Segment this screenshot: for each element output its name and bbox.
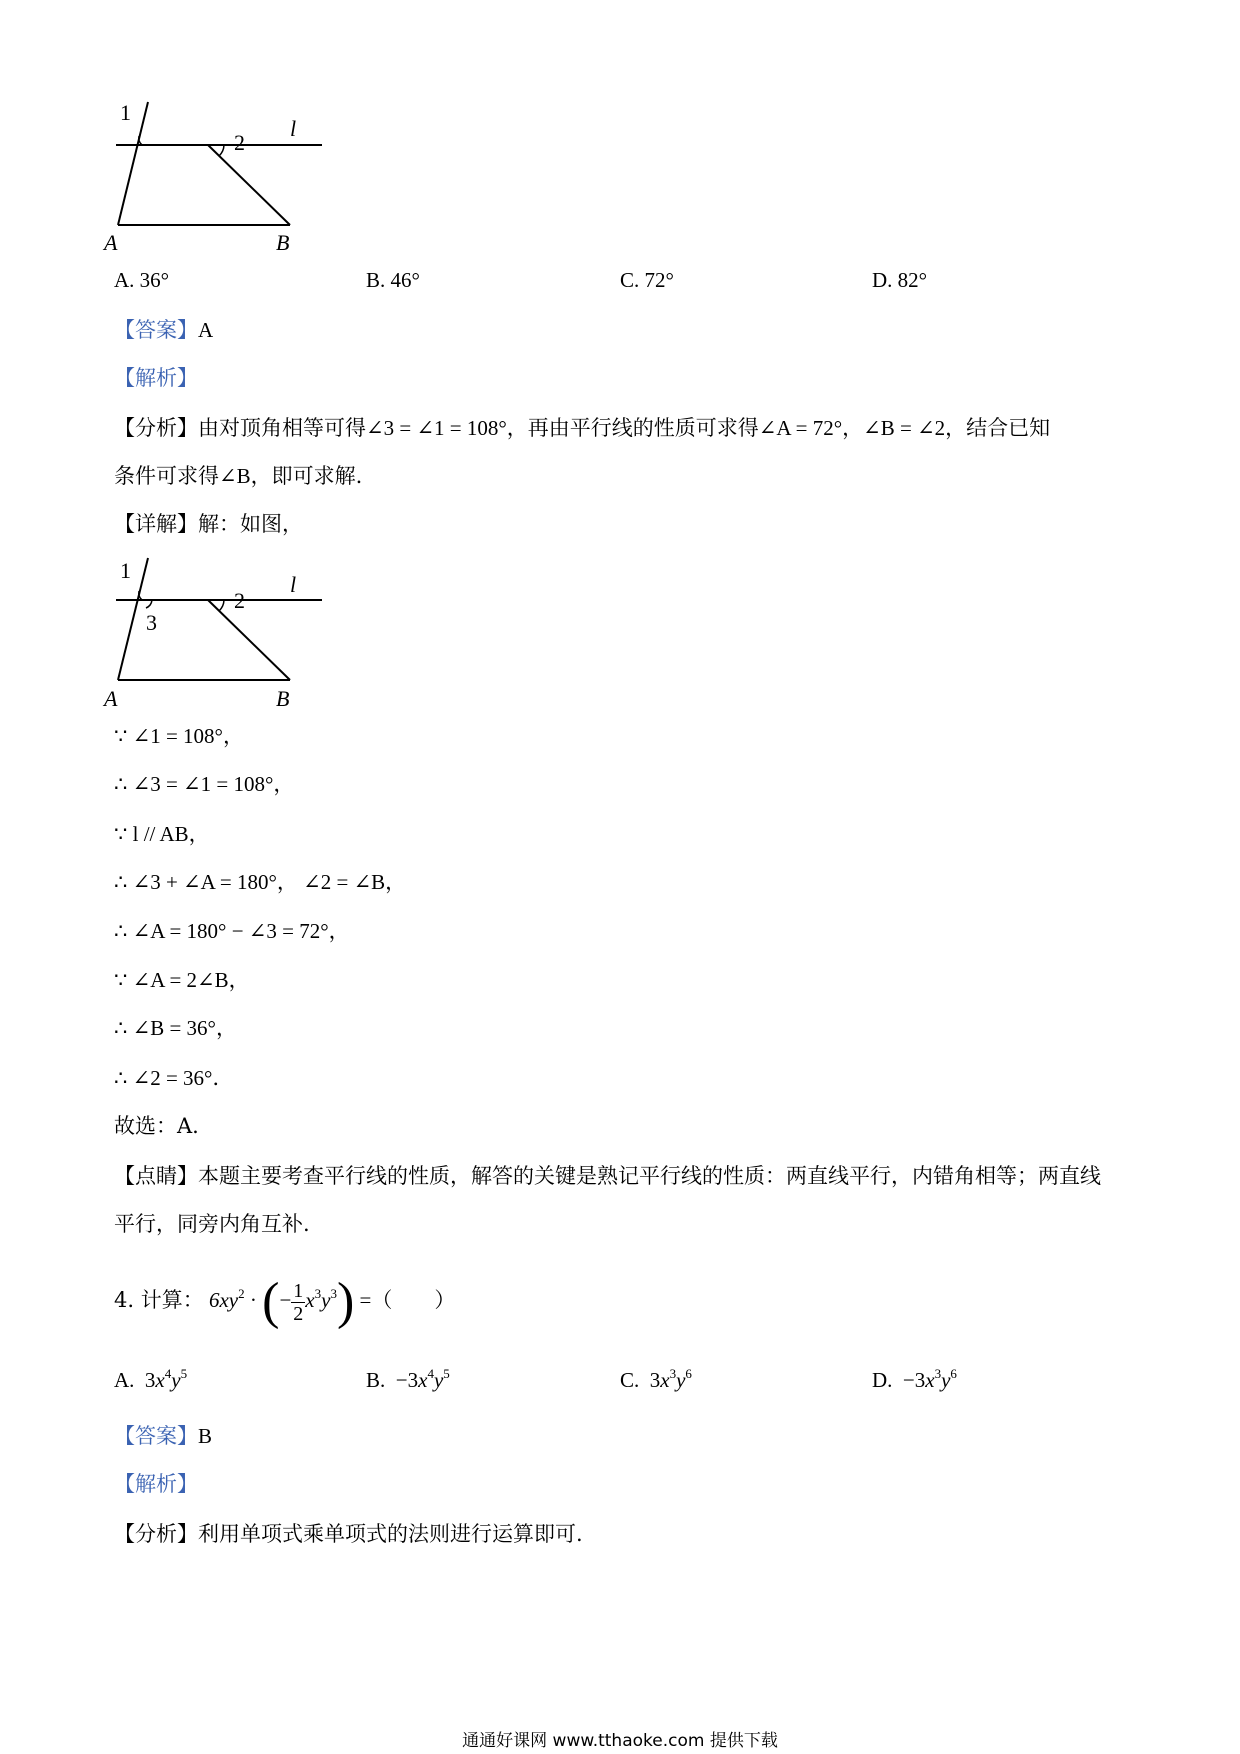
label-2: 2 xyxy=(234,588,245,613)
q3-option-a: A. 36° xyxy=(114,268,170,292)
q4-x: x xyxy=(305,1288,315,1312)
angle-2-arc xyxy=(219,600,224,611)
label-A: A xyxy=(104,230,118,255)
opt-letter: C. xyxy=(620,1368,640,1392)
step-1: ∵ ∠1 = 108°， xyxy=(114,724,244,748)
label-A: A xyxy=(104,686,118,711)
opt-coef: 3 xyxy=(649,1368,661,1392)
q4-fenxi xyxy=(114,1520,583,1548)
fenxi-text3: ，结合已知 xyxy=(945,416,1051,440)
segment-B-top xyxy=(208,145,290,225)
opt-letter: B. xyxy=(366,1368,386,1392)
q3-dianjing-line2: 平行，同旁内角互补. xyxy=(114,1212,310,1236)
jiexi-tag: 【解析】 xyxy=(114,366,198,390)
dianjing-line1: 本题主要考查平行线的性质，解答的关键是熟记平行线的性质：两直线平行，内错角相等；两直线 xyxy=(198,1164,1101,1188)
q4-option-c: C. $3x^3y^6$ xyxy=(620,1366,692,1392)
q4-exp-x: 3 xyxy=(314,1286,322,1301)
frac-num: 1 xyxy=(293,1279,304,1302)
step-3: ∵ l // AB， xyxy=(114,822,210,846)
label-3: 3 xyxy=(146,610,157,635)
q3-option-d: D. 82° xyxy=(872,268,928,292)
q3-choose: 故选：A. xyxy=(114,1114,199,1138)
fenxi-text2: ，再由平行线的性质可求得 xyxy=(506,416,759,440)
q4-option-a: A. $3x^4y^5$ xyxy=(114,1366,188,1392)
detail-tag: 【详解】 xyxy=(114,512,198,536)
angle-2-arc xyxy=(219,145,224,156)
label-1: 1 xyxy=(120,558,131,583)
fenxi-text1: 由对顶角相等可得 xyxy=(198,416,366,440)
answer-tag: 【答案】 xyxy=(114,318,198,342)
step-4: ∴ ∠3 + ∠A = 180°， ∠2 = ∠B， xyxy=(114,870,407,894)
figure-1 xyxy=(100,88,360,258)
q3-jiexi xyxy=(114,364,198,392)
q4-jiexi xyxy=(114,1470,198,1498)
fenxi-line2-text: 条件可求得 xyxy=(114,464,219,488)
q3-fenxi-line2 xyxy=(114,462,362,490)
q4-dot: · xyxy=(249,1288,257,1312)
opt-letter: D. xyxy=(872,1368,893,1392)
q4-question xyxy=(114,1270,455,1330)
q3-fenxi-line1 xyxy=(114,414,1050,442)
q3-detail xyxy=(114,510,303,538)
detail-text: 解：如图， xyxy=(198,512,303,536)
fenxi-tag: 【分析】 xyxy=(114,1522,198,1546)
step-5: ∴ ∠A = 180° − ∠3 = 72°， xyxy=(114,919,350,943)
fenxi-eq3: ∠B = ∠2 xyxy=(863,416,946,440)
q3-option-c: C. 72° xyxy=(620,268,674,292)
answer-tag: 【答案】 xyxy=(114,1424,198,1448)
angle-3-arc xyxy=(146,600,152,608)
jiexi-tag: 【解析】 xyxy=(114,1472,198,1496)
step-8: ∴ ∠2 = 36°． xyxy=(114,1066,234,1090)
q4-y: y xyxy=(321,1288,331,1312)
opt-sign: − xyxy=(395,1368,408,1392)
figure-2 xyxy=(100,546,360,716)
fenxi-eq1: ∠3 = ∠1 = 108° xyxy=(366,416,507,440)
opt-sign: − xyxy=(902,1368,915,1392)
opt-exp-x: 3 xyxy=(669,1366,677,1381)
label-l: l xyxy=(290,116,297,141)
fenxi-text: 利用单项式乘单项式的法则进行运算即可. xyxy=(198,1522,583,1546)
opt-coef: 3 xyxy=(144,1368,156,1392)
label-l: l xyxy=(290,572,297,597)
q4-option-d: D. $-3x^3y^6$ xyxy=(872,1366,957,1392)
left-paren: ( xyxy=(262,1273,280,1331)
q4-suffix: =（ ） xyxy=(359,1288,456,1312)
label-B: B xyxy=(276,230,290,255)
label-B: B xyxy=(276,686,290,711)
q4-term1: 6xy xyxy=(208,1288,239,1312)
fenxi-tag: 【分析】 xyxy=(114,416,198,440)
q3-answer xyxy=(114,316,213,344)
step-6: ∵ ∠A = 2∠B， xyxy=(114,968,250,992)
q4-fraction xyxy=(291,1280,305,1325)
step-7: ∴ ∠B = 36°， xyxy=(114,1016,237,1040)
label-1: 1 xyxy=(120,100,131,125)
q4-minus: − xyxy=(279,1288,292,1312)
opt-exp-y: 6 xyxy=(950,1366,957,1381)
q3-option-b: B. 46° xyxy=(366,268,420,292)
opt-coef: 3 xyxy=(407,1368,419,1392)
label-2: 2 xyxy=(234,130,245,155)
opt-exp-y: 6 xyxy=(685,1366,692,1381)
answer-value: A xyxy=(198,318,214,342)
fenxi-eq4: ∠B xyxy=(219,464,251,488)
q3-dianjing-line1 xyxy=(114,1162,1101,1190)
q4-exp1: 2 xyxy=(238,1286,245,1301)
q4-exp-y: 3 xyxy=(330,1286,337,1301)
opt-coef: 3 xyxy=(914,1368,926,1392)
footer: 通通好课网 www.tthaoke.com 提供下载 xyxy=(462,1731,778,1751)
segment-B-top xyxy=(208,600,290,680)
fenxi-eq2: ∠A = 72° xyxy=(758,416,843,440)
fenxi-sep: ， xyxy=(842,416,864,440)
q4-option-b: B. $-3x^4y^5$ xyxy=(366,1366,450,1392)
opt-exp-y: 5 xyxy=(180,1366,188,1381)
opt-exp-x: 4 xyxy=(427,1366,434,1381)
answer-value: B xyxy=(198,1424,213,1448)
step-2: ∴ ∠3 = ∠1 = 108°， xyxy=(114,772,295,796)
fenxi-line2-end: ，即可求解. xyxy=(250,464,363,488)
right-paren: ) xyxy=(336,1273,355,1331)
opt-exp-x: 3 xyxy=(934,1366,942,1381)
dianjing-tag: 【点睛】 xyxy=(114,1164,198,1188)
opt-exp-y: 5 xyxy=(443,1366,450,1381)
q4-answer xyxy=(114,1422,212,1450)
opt-letter: A. xyxy=(114,1368,135,1392)
frac-den: 2 xyxy=(293,1302,304,1325)
q4-prefix: 4. 计算： xyxy=(114,1288,204,1312)
opt-exp-x: 4 xyxy=(164,1366,172,1381)
